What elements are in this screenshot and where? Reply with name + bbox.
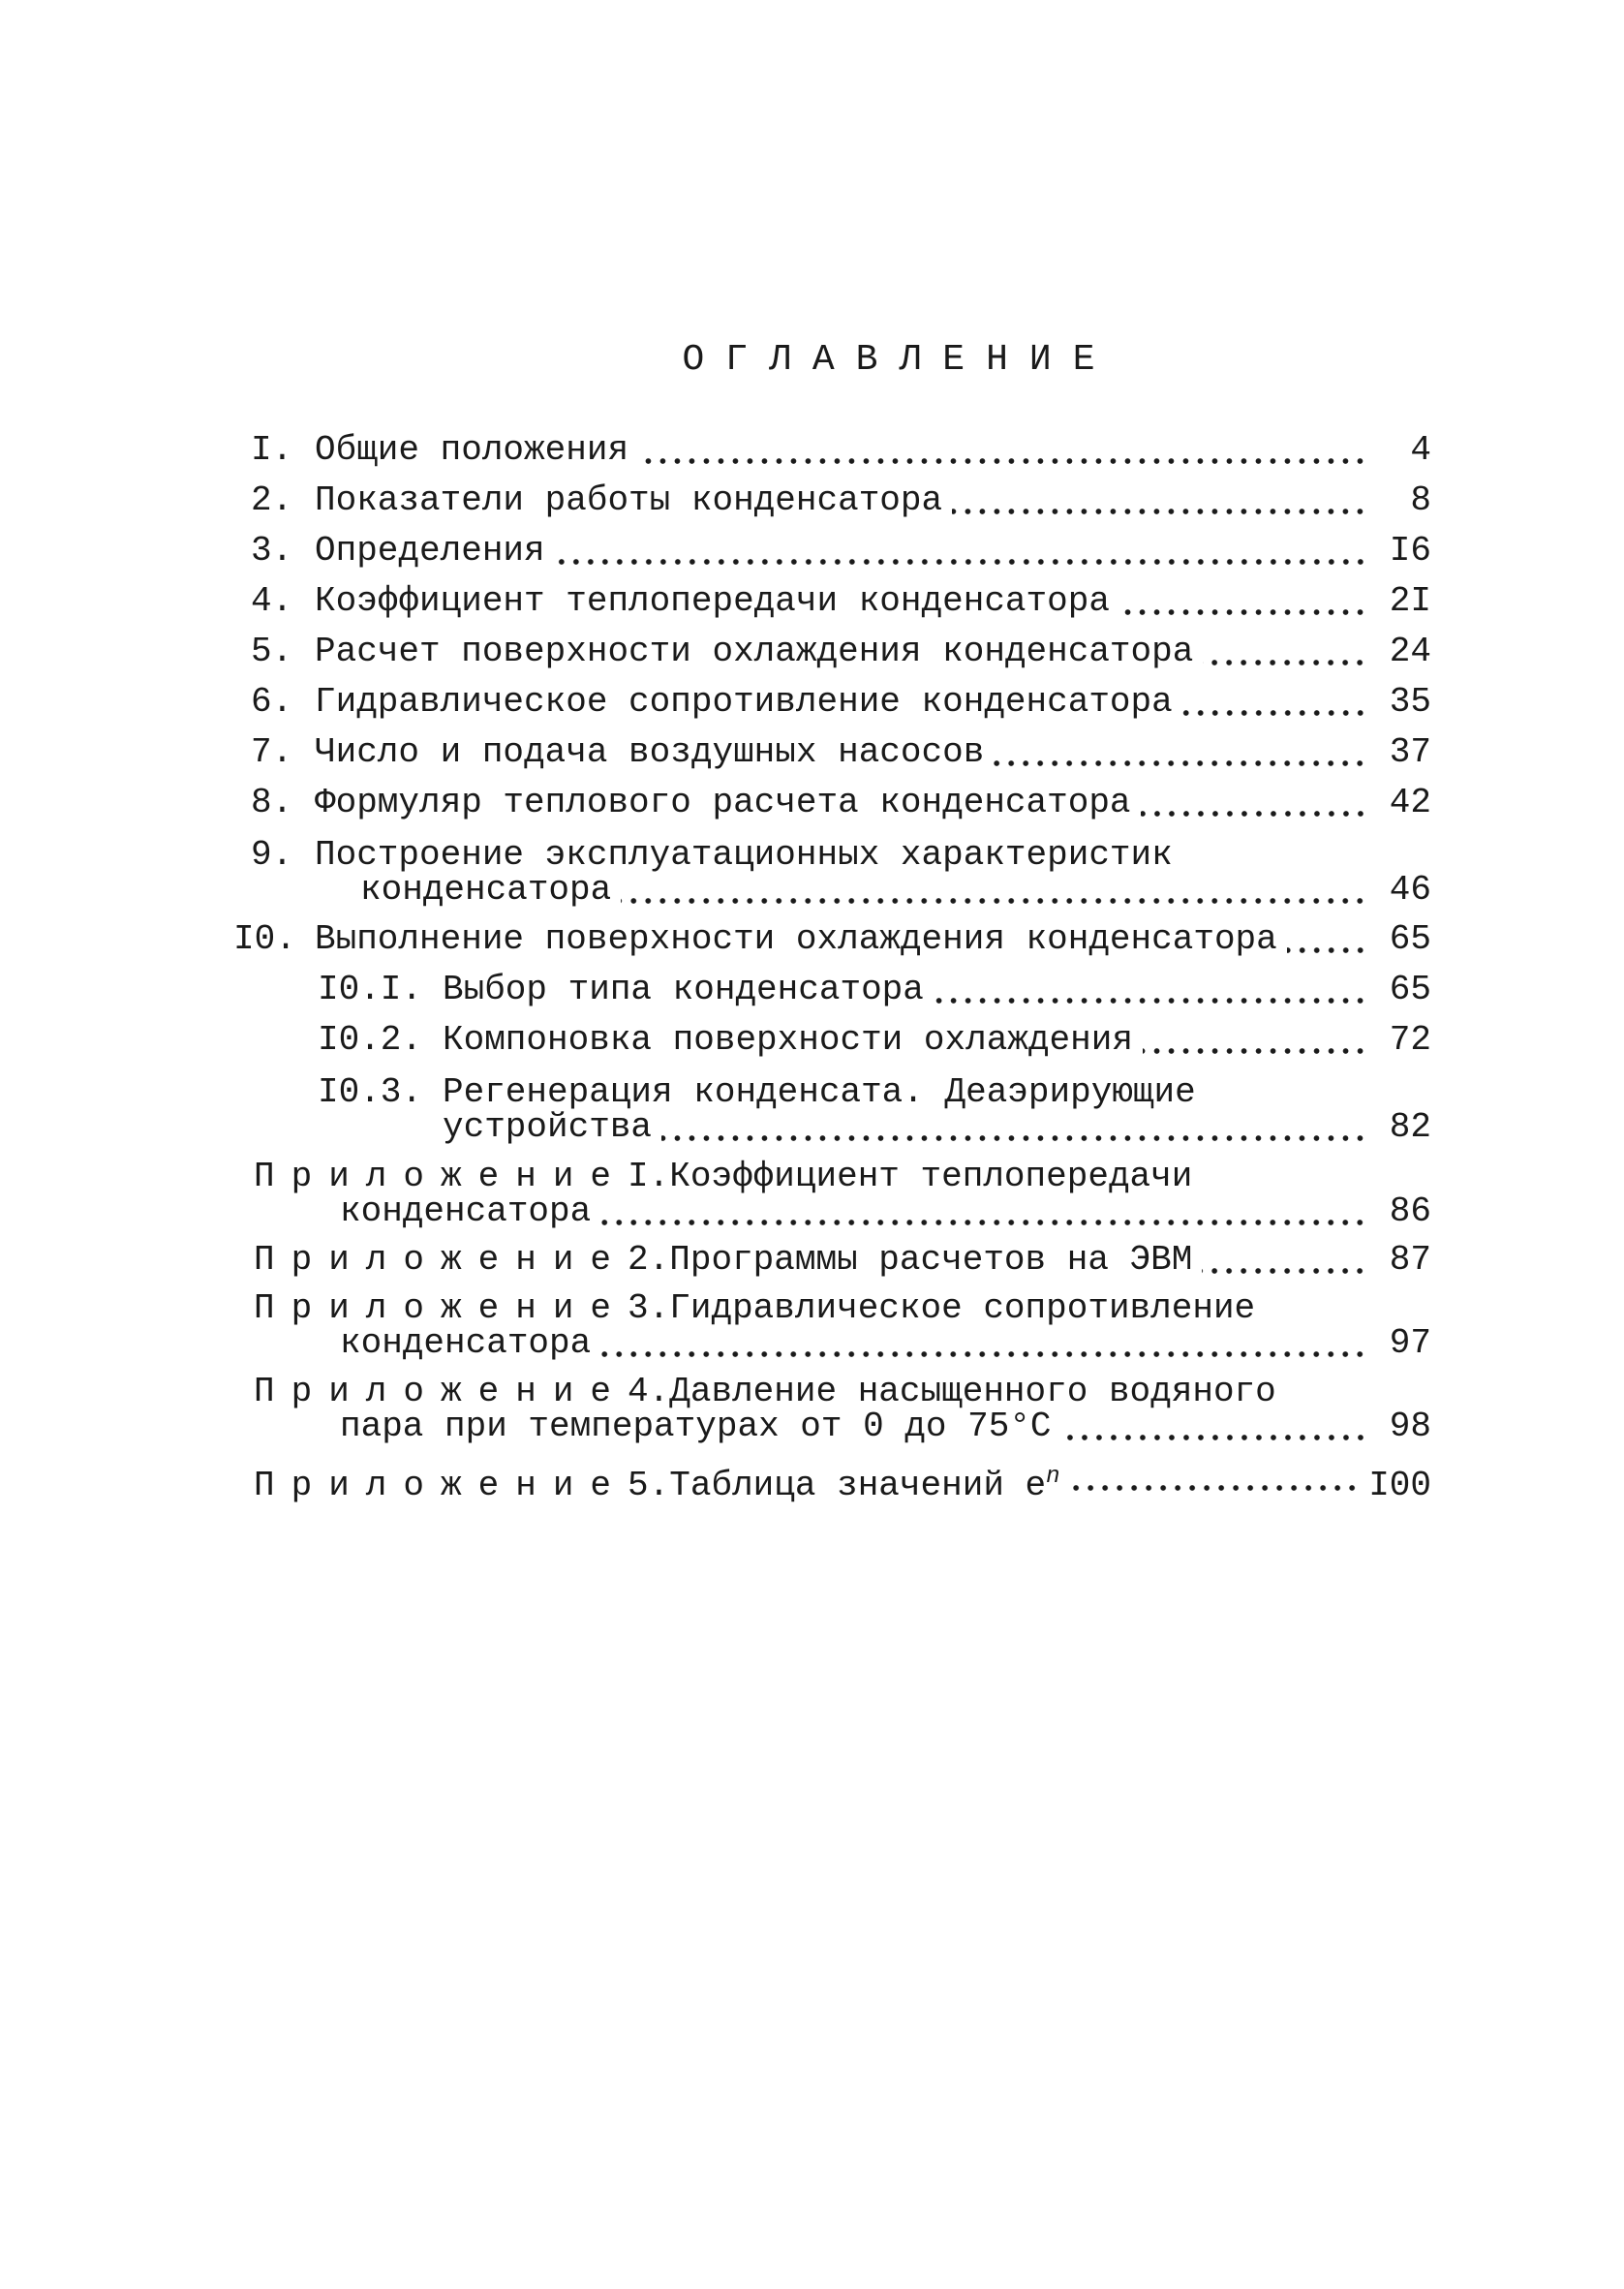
appendix-number: I. xyxy=(628,1157,670,1196)
dot-leader xyxy=(555,558,1367,566)
appendix-label: Приложение xyxy=(254,1372,628,1411)
page-number: 65 xyxy=(1389,970,1431,1009)
dot-leader xyxy=(1070,1484,1360,1492)
appendix-number: 4. xyxy=(628,1372,670,1411)
dot-leader xyxy=(1203,659,1367,666)
entry-title: Формуляр теплового расчета конденсатора xyxy=(315,783,1131,822)
page-number: 2I xyxy=(1389,581,1431,621)
appendix-label: Приложение xyxy=(254,1466,628,1505)
entry-title: Выбор типа конденсатора xyxy=(443,970,924,1009)
page-number: 97 xyxy=(1389,1323,1431,1363)
page-number: 4 xyxy=(1410,430,1431,470)
entry-number: 2. xyxy=(251,480,293,520)
dot-leader xyxy=(1119,608,1367,616)
entry-title: Расчет поверхности охлаждения конденсатора xyxy=(315,632,1194,671)
entry-title: Коэффициент теплопередачи конденсатора xyxy=(315,581,1110,621)
dot-leader xyxy=(600,1219,1367,1226)
toc-line xyxy=(340,1319,1431,1368)
appendix-title: Коэффициент теплопередачи xyxy=(669,1157,1193,1196)
entry-title-cont: устройства xyxy=(443,1107,653,1147)
entry-number: 4. xyxy=(251,581,293,621)
entry-number: I0. xyxy=(233,919,296,959)
entry-number: I0.3. xyxy=(318,1072,423,1112)
dot-leader xyxy=(621,897,1367,905)
appendix-title-cont: конденсатора xyxy=(340,1191,592,1231)
dot-leader xyxy=(994,759,1367,767)
entry-title: Показатели работы конденсатора xyxy=(315,480,943,520)
toc-line xyxy=(251,779,1431,827)
page-title: ОГЛАВЛЕНИЕ xyxy=(682,339,1117,381)
page-number: 65 xyxy=(1389,919,1431,959)
entry-number: 8. xyxy=(251,783,293,822)
entry-title: Гидравлическое сопротивление конденсатора xyxy=(315,682,1173,722)
appendix-title-cont: пара при температурах от 0 до 75°С xyxy=(340,1407,1052,1446)
toc-line xyxy=(251,577,1431,626)
dot-leader xyxy=(638,457,1367,465)
page-number: 72 xyxy=(1389,1020,1431,1060)
page-number: 35 xyxy=(1389,682,1431,722)
toc-line xyxy=(318,966,1431,1014)
appendix-number: 5. xyxy=(628,1466,670,1505)
appendix-title-cont: конденсатора xyxy=(340,1323,592,1363)
appendix-title: Программы расчетов на ЭВМ xyxy=(669,1240,1193,1280)
toc-line xyxy=(340,1403,1431,1451)
dot-leader xyxy=(952,508,1367,515)
entry-title: Определения xyxy=(315,531,545,571)
dot-leader xyxy=(1061,1434,1367,1441)
page-number: 24 xyxy=(1389,632,1431,671)
appendix-number: 3. xyxy=(628,1288,670,1328)
page-number: 42 xyxy=(1389,783,1431,822)
superscript-n: n xyxy=(1046,1464,1060,1490)
entry-number: 6. xyxy=(251,682,293,722)
toc-line xyxy=(254,1453,1431,1505)
entry-number: 3. xyxy=(251,531,293,571)
page-number: 37 xyxy=(1389,732,1431,772)
dot-leader xyxy=(934,997,1367,1005)
entry-number: 9. xyxy=(251,835,293,875)
page-number: 98 xyxy=(1389,1407,1431,1446)
appendix-title: Давление насыщенного водяного xyxy=(669,1372,1276,1411)
appendix-label: Приложение xyxy=(254,1240,628,1280)
page-number: 87 xyxy=(1389,1240,1431,1280)
page-number: 8 xyxy=(1410,480,1431,520)
toc-line xyxy=(254,1236,1431,1284)
dot-leader xyxy=(1141,810,1367,818)
appendix-title: Гидравлическое сопротивление xyxy=(669,1288,1256,1328)
toc-line xyxy=(340,1188,1431,1236)
entry-number: I0.I. xyxy=(318,970,423,1009)
page-number: 46 xyxy=(1389,870,1431,910)
entry-number: 7. xyxy=(251,732,293,772)
toc-line xyxy=(251,477,1431,525)
dot-leader xyxy=(661,1134,1367,1142)
toc-line xyxy=(251,728,1431,777)
toc-line xyxy=(251,628,1431,676)
toc-line xyxy=(443,1103,1431,1152)
appendix-label: Приложение xyxy=(254,1157,628,1196)
toc-line xyxy=(318,1016,1431,1065)
dot-leader xyxy=(600,1350,1367,1358)
entry-number: I. xyxy=(251,430,293,470)
page-number: I00 xyxy=(1368,1466,1431,1505)
page-number: 86 xyxy=(1389,1191,1431,1231)
dot-leader xyxy=(1143,1047,1367,1055)
entry-number: I0.2. xyxy=(318,1020,423,1060)
page-number: 82 xyxy=(1389,1107,1431,1147)
dot-leader xyxy=(1182,709,1367,717)
page-number: I6 xyxy=(1389,531,1431,571)
entry-title: Число и подача воздушных насосов xyxy=(315,732,985,772)
toc-line xyxy=(251,426,1431,475)
entry-title: Выполнение поверхности охлаждения конденсатора xyxy=(315,919,1277,959)
dot-leader xyxy=(1287,946,1367,954)
entry-title-cont: конденсатора xyxy=(360,870,612,910)
entry-number: 5. xyxy=(251,632,293,671)
entry-title: Компоновка поверхности охлаждения xyxy=(443,1020,1133,1060)
toc-line xyxy=(360,866,1431,914)
dot-leader xyxy=(1202,1267,1367,1275)
entry-title: Построение эксплуатационных характеристик xyxy=(315,835,1173,875)
entry-title: Регенерация конденсата. Деаэрирующие xyxy=(443,1072,1196,1112)
entry-title: Общие положения xyxy=(315,430,629,470)
appendix-number: 2. xyxy=(628,1240,670,1280)
appendix-label: Приложение xyxy=(254,1288,628,1328)
appendix-title: Таблица значений $e^n$ xyxy=(669,1464,1060,1505)
toc-line xyxy=(251,527,1431,575)
toc-line xyxy=(251,678,1431,727)
toc-line xyxy=(233,915,1431,964)
